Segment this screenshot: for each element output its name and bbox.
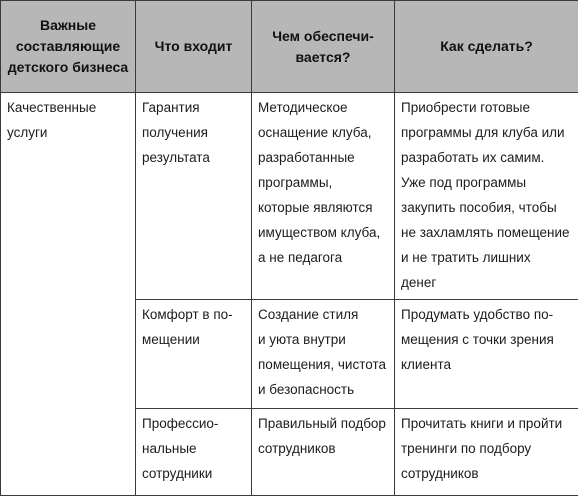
provided-by-cell [252, 300, 395, 409]
header-provided-by-text: Чем обеспечи- вается? [258, 26, 388, 68]
how-to-do-text: Прочитать книги и пройти тренинги по подбору сотрудников [401, 411, 572, 486]
provided-by-text: Методическое оснащение клуба, разработанные программы, которые являются имуществом клуба, а не педагога [258, 95, 388, 270]
how-to-do-text: Приобрести готовые программы для клуба или разработать их самим. Уже под программы закупить пособия, чтобы не захламлять помещение и не тратить лишних денег [401, 95, 572, 295]
header-how-to-do [395, 1, 578, 93]
header-provided-by [252, 1, 395, 93]
header-what-included-text: Что входит [142, 36, 245, 57]
what-included-text: Комфорт в по- мещении [142, 302, 245, 352]
provided-by-cell [252, 409, 395, 496]
how-to-do-cell [395, 409, 578, 496]
header-components [1, 1, 136, 93]
provided-by-cell [252, 93, 395, 300]
category-text: Качественные услуги [7, 95, 129, 145]
how-to-do-cell [395, 300, 578, 409]
table-header-row [1, 1, 578, 93]
how-to-do-cell [395, 93, 578, 300]
what-included-cell [136, 93, 252, 300]
header-how-to-do-text: Как сделать? [401, 36, 572, 57]
what-included-cell [136, 300, 252, 409]
provided-by-text: Создание стиля и уюта внутри помещения, чистота и безопасность [258, 302, 388, 402]
how-to-do-text: Продумать удобство по- мещения с точки зрения клиента [401, 302, 572, 377]
provided-by-text: Правильный подбор сотрудников [258, 411, 388, 461]
category-cell [1, 93, 136, 496]
header-what-included [136, 1, 252, 93]
table-row [1, 93, 578, 300]
what-included-text: Гарантия получения результата [142, 95, 245, 170]
header-components-text: Важные составляющие детского бизнеса [7, 15, 129, 78]
what-included-cell [136, 409, 252, 496]
what-included-text: Профессио- нальные сотрудники [142, 411, 245, 486]
